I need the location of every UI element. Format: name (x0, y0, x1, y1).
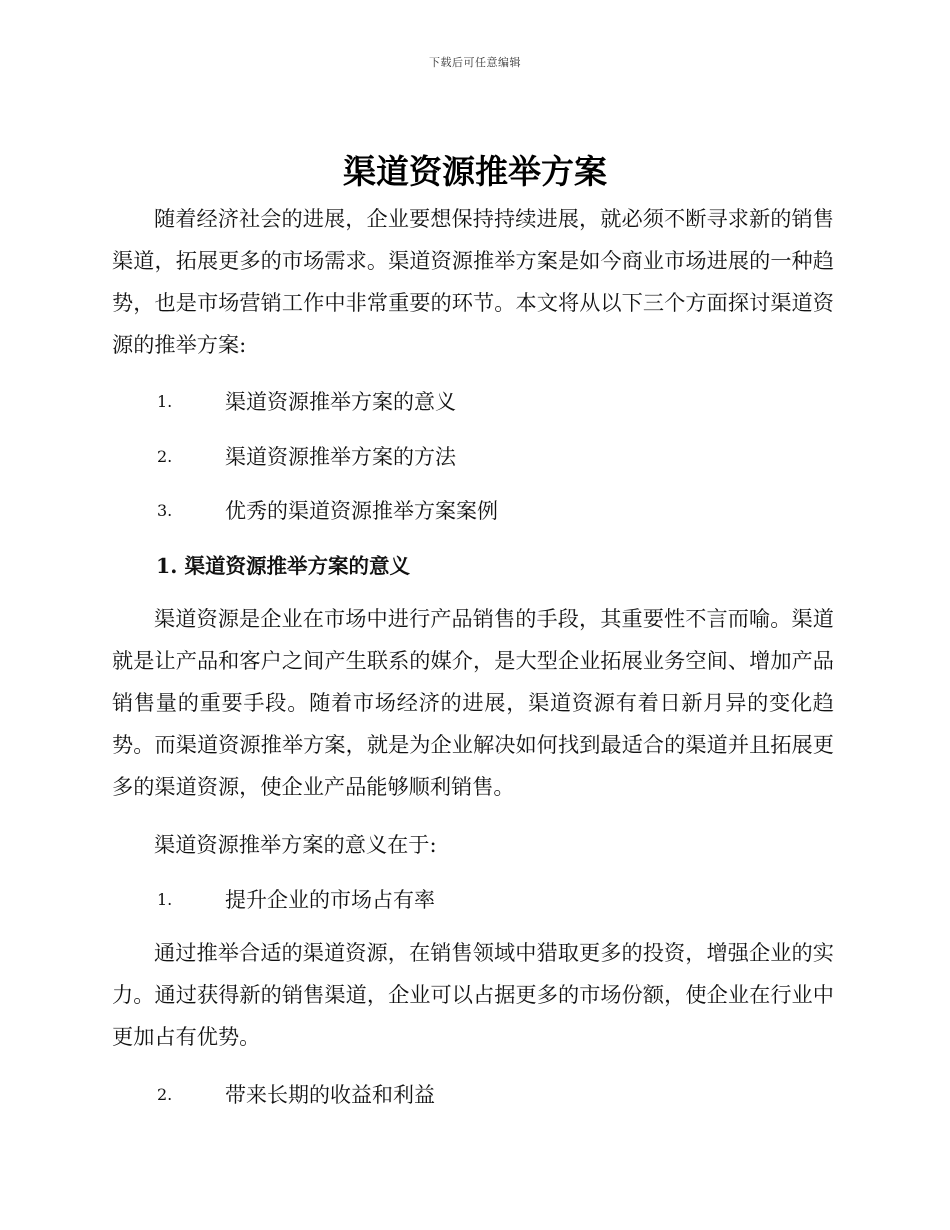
list-number: 2. (157, 1085, 173, 1104)
list-number: 3. (157, 501, 173, 520)
list-text: 优秀的渠道资源推举方案案例 (225, 499, 498, 523)
list-number: 2. (157, 447, 173, 466)
section1-paragraph-3: 通过推举合适的渠道资源，在销售领域中猎取更多的投资，增强企业的实力。通过获得新的销售渠道，企业可以占据更多的市场份额，使企业在行业中更加占有优势。 (112, 940, 834, 1049)
list-text: 渠道资源推举方案的方法 (225, 445, 456, 469)
list-text: 带来长期的收益和利益 (225, 1083, 435, 1107)
section-heading-1: 1. 渠道资源推举方案的意义 (156, 554, 411, 578)
intro-paragraph: 随着经济社会的进展，企业要想保持持续进展，就必须不断寻求新的销售渠道，拓展更多的市场需求。渠道资源推举方案是如今商业市场进展的一种趋势，也是市场营销工作中非常重要的环节。本文将从以下三个方面探讨渠道资源的推举方案: (112, 206, 834, 357)
section1-paragraph-2: 渠道资源推举方案的意义在于: (154, 832, 437, 857)
section1-paragraph-1: 渠道资源是企业在市场中进行产品销售的手段，其重要性不言而喻。渠道就是让产品和客户之间产生联系的媒介，是大型企业拓展业务空间、增加产品销售量的重要手段。随着市场经济的进展，渠道资源有着日新月异的变化趋势。而渠道资源推举方案，就是为企业解决如何找到最适合的渠道并且拓展更多的渠道资源，使企业产品能够顺利销售。 (112, 606, 834, 799)
header-note: 下载后可任意编辑 (429, 56, 521, 69)
list-text: 提升企业的市场占有率 (225, 888, 435, 912)
list-text: 渠道资源推举方案的意义 (225, 390, 456, 414)
list-number: 1. (157, 392, 173, 411)
document-title: 渠道资源推举方案 (343, 152, 607, 191)
list-number: 1. (157, 890, 173, 909)
